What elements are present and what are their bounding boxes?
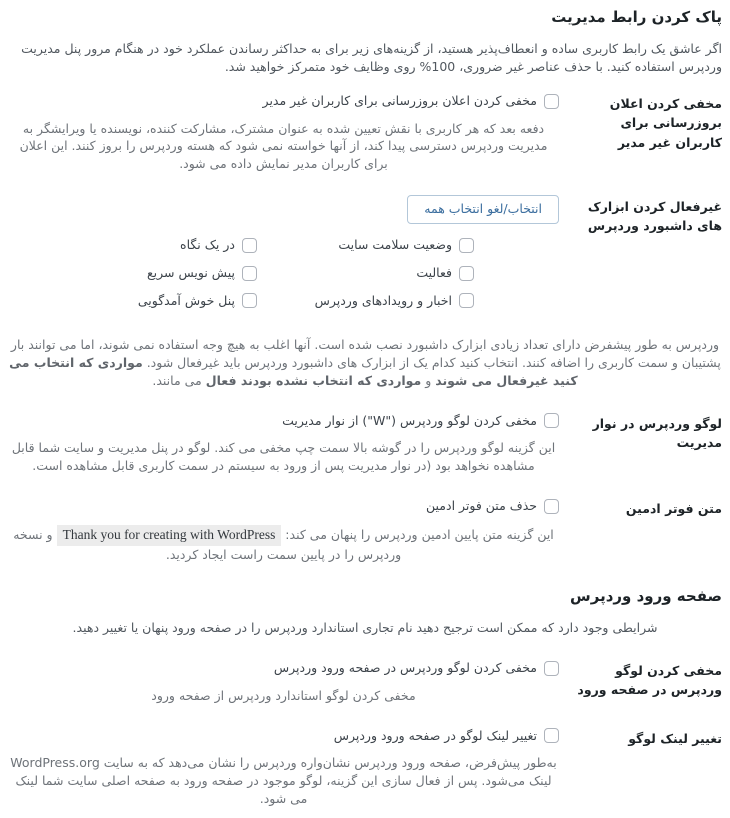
widget-checkbox-activity[interactable]	[459, 266, 474, 281]
widget-option-at-a-glance[interactable]	[180, 236, 257, 255]
hide-login-logo-label: مخفی کردن لوگو وردپرس در صفحه ورود وردپرس	[273, 660, 537, 676]
page-title: پاک کردن رابط مدیریت	[551, 8, 722, 26]
widget-checkbox-at-a-glance[interactable]	[242, 238, 257, 253]
widget-checkbox-welcome-panel[interactable]	[242, 293, 257, 308]
row-label-admin-footer: متن فوتر ادمین	[625, 500, 722, 516]
change-logo-link-checkbox[interactable]	[544, 728, 559, 743]
update-notice-hint: دفعه بعد که هر کاربری با نقش تعیین شده به عنوان مشترک، مشارکت کننده، نویسنده یا ویرایشگر به مدیریت وردپرس دسترسی پیدا کند، از آنها خواسته نمی شود که هسته وردپرس را بروز کنند. این اعلان برای کاربران مدیر نمایش داده می شود.	[19, 120, 548, 171]
widget-label-at-a-glance: در یک نگاه	[180, 237, 235, 252]
login-settings-table	[8, 647, 722, 818]
login-section-title: صفحه ورود وردپرس	[570, 587, 722, 606]
settings-row-login-logo	[8, 647, 722, 715]
row-label-logo-link: تغییر لینک لوگو	[628, 730, 722, 746]
widget-label-news-events: اخبار و رویدادهای وردپرس	[314, 292, 452, 308]
settings-row-logo-link	[8, 715, 722, 818]
hide-adminbar-logo-option[interactable]	[282, 412, 559, 431]
dashboard-widgets-hint-row	[8, 320, 722, 399]
change-logo-link-label: تغییر لینک لوگو در صفحه ورود وردپرس	[333, 727, 537, 743]
remove-footer-text-label: حذف متن فوتر ادمین	[426, 497, 537, 513]
widget-checkbox-quick-draft[interactable]	[242, 266, 257, 281]
admin-footer-hint: این گزینه متن پایین ادمین وردپرس را پنهان می کند: Thank you for creating with WordPress و نسخه وردپرس را در پایین سمت راست ایجاد کردید.	[13, 526, 554, 562]
hide-adminbar-logo-label: مخفی کردن لوگو وردپرس ("W") از نوار مدیریت	[282, 412, 537, 428]
widget-checkbox-site-health[interactable]	[459, 238, 474, 253]
hide-update-notice-label: مخفی کردن اعلان بروزرسانی برای کاربران غیر مدیر	[262, 92, 537, 108]
settings-row-admin-bar-logo	[8, 400, 722, 485]
hide-login-logo-checkbox[interactable]	[544, 661, 559, 676]
logo-link-hint: به‌طور پیش‌فرض، صفحه ورود وردپرس نشان‌واره وردپرس را نشان می‌دهد که به سایت WordPress.org لینک می‌شود. پس از فعال سازی این گزینه، لوگو موجود در صفحه ورود به صفحه اصلی سایت شما لینک می شود.	[10, 755, 557, 806]
admin-cleanup-settings-table	[8, 80, 722, 574]
hide-update-notice-checkbox[interactable]	[544, 94, 559, 109]
hide-adminbar-logo-checkbox[interactable]	[544, 413, 559, 428]
row-label-login-logo: مخفی کردن لوگو وردپرس در صفحه ورود	[577, 663, 722, 698]
hide-login-logo-option[interactable]	[274, 659, 559, 678]
widget-checkbox-news-events[interactable]	[459, 293, 474, 308]
settings-row-update-notice	[8, 80, 722, 183]
row-label-dashboard-widgets: غیرفعال کردن ابزارک های داشبورد وردپرس	[587, 198, 722, 234]
widget-label-welcome-panel: پنل خوش آمدگویی	[137, 292, 235, 308]
widget-option-news-events[interactable]	[315, 292, 474, 311]
widget-label-quick-draft: پیش نویس سریع	[147, 264, 235, 280]
widget-option-quick-draft[interactable]	[147, 264, 257, 283]
widget-option-welcome-panel[interactable]	[138, 292, 257, 311]
hide-update-notice-option[interactable]	[263, 92, 559, 111]
widget-option-site-health[interactable]	[338, 236, 474, 255]
widget-label-site-health: وضعیت سلامت سایت	[338, 237, 452, 252]
intro-text: اگر عاشق یک رابط کاربری ساده و انعطاف‌پذیر هستید، از گزینه‌های زیر برای به حداکثر رساندن عملکرد خود در هنگام مرور پنل مدیریت وردپرس استفاده کنید. با حذف عناصر غیر ضروری، 100% روی وظایف خود متمرکز خواهید شد.	[21, 40, 722, 74]
dashboard-widgets-grid	[8, 236, 474, 310]
widget-option-activity[interactable]	[416, 264, 474, 283]
login-section-intro: شرایطی وجود دارد که ممکن است ترجیح دهید نام تجاری استاندارد وردپرس را در صفحه ورود پنهان یا تغییر دهید.	[72, 619, 658, 635]
change-logo-link-option[interactable]	[334, 727, 559, 746]
row-label-update-notice: مخفی کردن اعلان بروزرسانی برای کاربران غیر مدیر	[609, 95, 722, 150]
settings-row-admin-footer	[8, 485, 722, 574]
dashboard-widgets-hint: وردپرس به طور پیشفرض دارای تعداد زیادی ابزارک داشبورد نصب شده است. آنها اغلب به هیچ وجه استفاده نمی شوند، اما می توانند بار پشتیبان و سمت کاربری را اضافه کنند. انتخاب کنید کدام یک از ابزارک های داشبورد وردپرس باید غیرفعال شود. مواردی که انتخاب می کنید غیرفعال می شوند و مواردی که انتخاب نشده بودند فعال می مانند.	[9, 337, 721, 388]
row-label-admin-bar-logo: لوگو وردپرس در نوار مدیریت	[592, 415, 722, 450]
footer-code-sample: Thank you for creating with WordPress	[57, 525, 282, 546]
widgets-hint-bold-2: مواردی که انتخاب نشده بودند فعال	[205, 372, 422, 388]
login-logo-hint: مخفی کردن لوگو استاندارد وردپرس از صفحه ورود	[151, 687, 416, 703]
remove-footer-text-checkbox[interactable]	[544, 499, 559, 514]
widget-label-activity: فعالیت	[416, 264, 452, 280]
settings-row-dashboard-widgets	[8, 183, 722, 321]
adminbar-logo-hint: این گزینه لوگو وردپرس را در گوشه بالا سمت چپ مخفی می کند. لوگو در پنل مدیریت و سایت شما قابل مشاهده نخواهد بود (در نوار مدیریت پس از ورود به سیستم در سمت کاربری قابل مشاهده است.	[11, 440, 556, 473]
remove-footer-text-option[interactable]	[426, 497, 559, 516]
widgets-hint-bold-1: مواردی که انتخاب می کنید غیرفعال می شوند	[9, 355, 578, 388]
toggle-all-widgets-button[interactable]: انتخاب/لغو انتخاب همه	[407, 195, 559, 224]
